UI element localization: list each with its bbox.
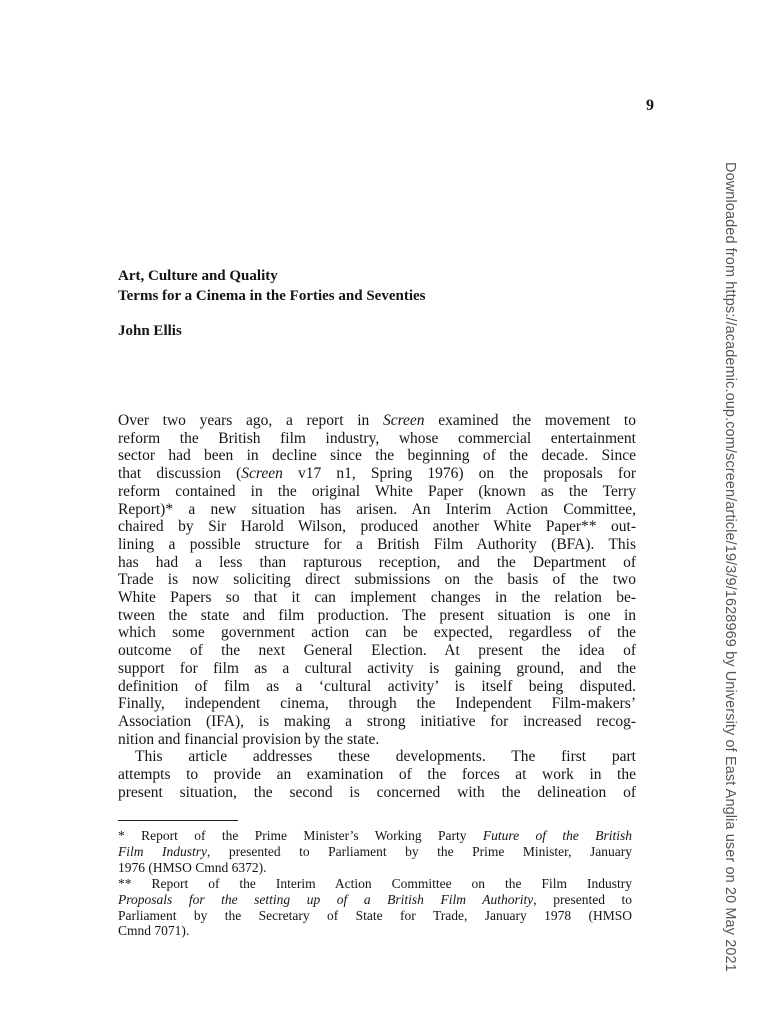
body-line: nition and financial provision by the state. bbox=[118, 730, 380, 748]
body-line: lining a possible structure for a British Film Authority (BFA). This bbox=[118, 535, 636, 553]
body-line: White Papers so that it can implement changes in the relation be- bbox=[118, 589, 636, 607]
body-line: Association (IFA), is making a strong initiative for increased recog- bbox=[118, 712, 636, 730]
body-line: sector had been in decline since the beginning of the decade. Since bbox=[118, 447, 636, 465]
body-line: Trade is now soliciting direct submissions on the basis of the two bbox=[118, 571, 636, 589]
body-line: chaired by Sir Harold Wilson, produced another White Paper** out- bbox=[118, 518, 636, 536]
article-body bbox=[118, 412, 636, 801]
footnote-line: * Report of the Prime Minister’s Working Party Future of the British bbox=[118, 828, 633, 843]
body-line: Over two years ago, a report in Screen examined the movement to bbox=[118, 412, 636, 429]
article-subtitle: Terms for a Cinema in the Forties and Seventies bbox=[118, 288, 426, 304]
article-title: Art, Culture and Quality bbox=[118, 268, 278, 284]
body-line: has had a less than rapturous reception, and the Department of bbox=[118, 553, 636, 571]
body-line: This article addresses these developments. The first part bbox=[135, 748, 636, 766]
body-line: definition of film as a ‘cultural activity’ is itself being disputed. bbox=[118, 677, 636, 695]
footnote-line: Film Industry, presented to Parliament by the Prime Minister, January bbox=[118, 843, 633, 859]
body-line: reform the British film industry, whose commercial entertainment bbox=[118, 429, 636, 447]
footnote-divider bbox=[118, 820, 238, 821]
body-line: Report)* a new situation has arisen. An Interim Action Committee, bbox=[118, 500, 636, 518]
download-watermark: Downloaded from https://academic.oup.com/screen/article/19/3/9/1628969 by University of East Anglia user on 20 May 2021 bbox=[722, 162, 738, 972]
article-author: John Ellis bbox=[118, 323, 182, 339]
body-line: present situation, the second is concerned with the delineation of bbox=[118, 783, 636, 801]
page-number: 9 bbox=[646, 97, 654, 114]
footnotes bbox=[118, 828, 632, 939]
body-line: support for film as a cultural activity is gaining ground, and the bbox=[118, 659, 636, 677]
body-line: Finally, independent cinema, through the Independent Film-makers’ bbox=[118, 695, 636, 713]
footnote-line: Cmnd 7071). bbox=[118, 923, 190, 939]
body-line: outcome of the next General Election. At present the idea of bbox=[118, 642, 636, 660]
body-line: which some government action can be expected, regardless of the bbox=[118, 624, 636, 642]
footnote-line: ** Report of the Interim Action Committee on the Film Industry bbox=[118, 875, 632, 891]
body-line: tween the state and film production. The present situation is one in bbox=[118, 606, 636, 624]
body-line: reform contained in the original White Paper (known as the Terry bbox=[118, 482, 636, 500]
body-line: attempts to provide an examination of the forces at work in the bbox=[118, 766, 636, 784]
article-header bbox=[118, 266, 638, 306]
footnote-line: Proposals for the setting up of a British Film Authority, presented to bbox=[118, 891, 632, 907]
footnote-line: 1976 (HMSO Cmnd 6372). bbox=[118, 859, 267, 875]
body-line: that discussion (Screen v17 n1, Spring 1976) on the proposals for bbox=[118, 465, 636, 483]
footnote-line: Parliament by the Secretary of State for Trade, January 1978 (HMSO bbox=[118, 907, 632, 923]
